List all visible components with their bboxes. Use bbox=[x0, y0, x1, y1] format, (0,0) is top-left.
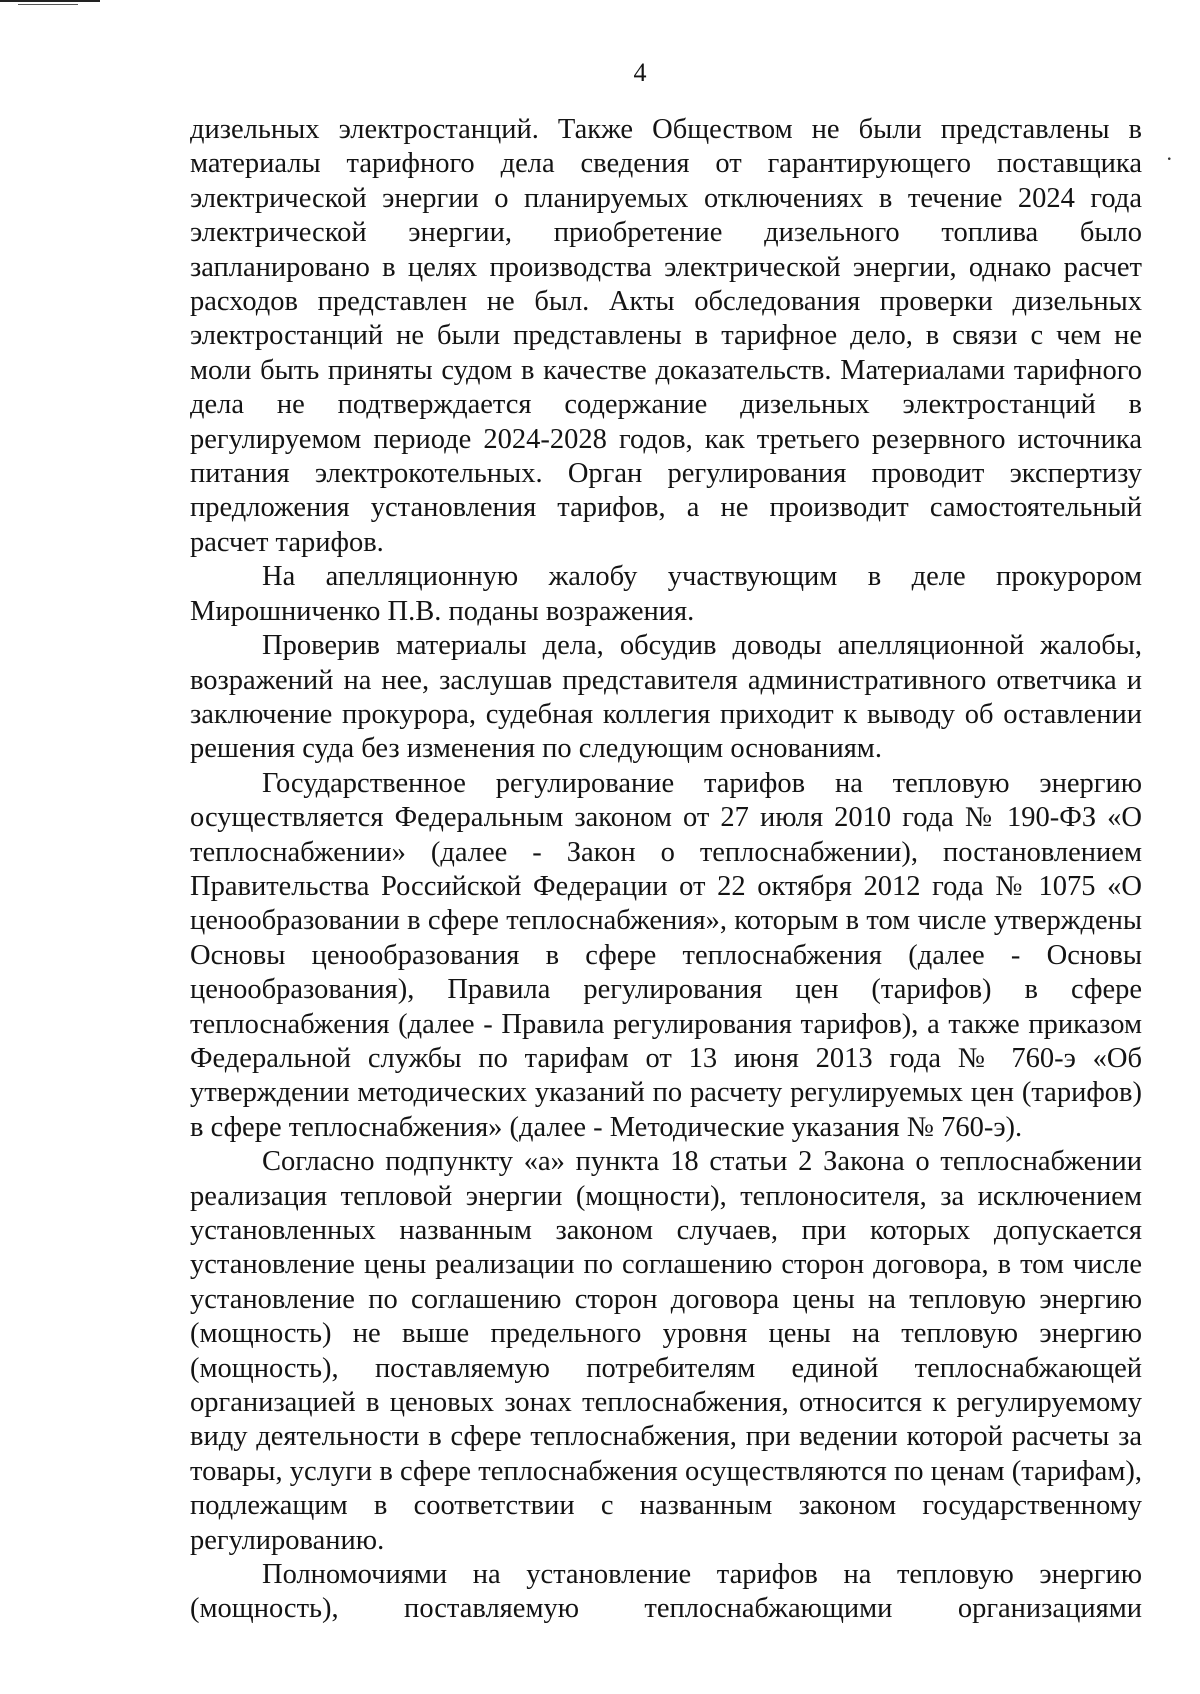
paragraph-heat-supply-law: Согласно подпункту «а» пункта 18 статьи 2 Закона о теплоснабжении реализация тепловой энергии (мощности), теплоносителя, за исключением установленных названным законом случаев, при которых допускается установление цены реализации по соглашению сторон договора, в том числе установление по соглашению сторон договора цены на тепловую энергию (мощность) не выше предельного уровня цены на тепловую энергию (мощность), поставляемую потребителям единой теплоснабжающей организацией в ценовых зонах теплоснабжения, относится к регулируемому виду деятельности в сфере теплоснабжения, при ведении которой расчеты за товары, услуги в сфере теплоснабжения осуществляются по ценам (тарифам), подлежащим в соответствии с названным законом государственному регулированию. bbox=[190, 1146, 1142, 1556]
paragraph-court-conclusion: Проверив материалы дела, обсудив доводы апелляционной жалобы, возражений на нее, заслушав представителя административного ответчика и заключение прокурора, судебная коллегия приходит к выводу об оставлении решения суда без изменения по следующим основаниям. bbox=[190, 630, 1142, 765]
page-number: 4 bbox=[633, 58, 647, 87]
paragraph-state-regulation: Государственное регулирование тарифов на тепловую энергию осуществляется Федеральным законом от 27 июля 2010 года № 190-ФЗ «О теплоснабжении» (далее - Закон о теплоснабжении), постановлением Правительства Российской Федерации от 22 октября 2012 года № 1075 «О ценообразовании в сфере теплоснабжения», которым в том числе утверждены Основы ценообразования в сфере теплоснабжения (далее - Основы ценообразования), Правила регулирования цен (тарифов) в сфере теплоснабжения (далее - Правила регулирования тарифов), а также приказом Федеральной службы по тарифам от 13 июня 2013 года № 760-э «Об утверждении методических указаний по расчету регулируемых цен (тарифов) в сфере теплоснабжения» (далее - Методические указания № 760-э). bbox=[190, 767, 1142, 1143]
paragraph-powers: Полномочиями на установление тарифов на тепловую энергию (мощность), поставляемую теплоснабжающими организациями bbox=[190, 1559, 1142, 1625]
margin-mark: . bbox=[1166, 140, 1172, 165]
scan-corner-mark bbox=[0, 0, 100, 6]
document-body bbox=[190, 113, 1142, 1627]
paragraph-continuation: дизельных электростанций. Также Обществом не были представлены в материалы тарифного дела сведения от гарантирующего поставщика электрической энергии о планируемых отключениях в течение 2024 года электрической энергии, приобретение дизельного топлива было запланировано в целях производства электрической энергии, однако расчет расходов представлен не был. Акты обследования проверки дизельных электростанций не были представлены в тарифное дело, в связи с чем не моли быть приняты судом в качестве доказательств. Материалами тарифного дела не подтверждается содержание дизельных электростанций в регулируемом периоде 2024-2028 годов, как третьего резервного источника питания электрокотельных. Орган регулирования проводит экспертизу предложения установления тарифов, а не производит самостоятельный расчет тарифов. bbox=[190, 114, 1142, 558]
paragraph-objections: На апелляционную жалобу участвующим в деле прокурором Мирошниченко П.В. поданы возражения. bbox=[190, 561, 1142, 627]
